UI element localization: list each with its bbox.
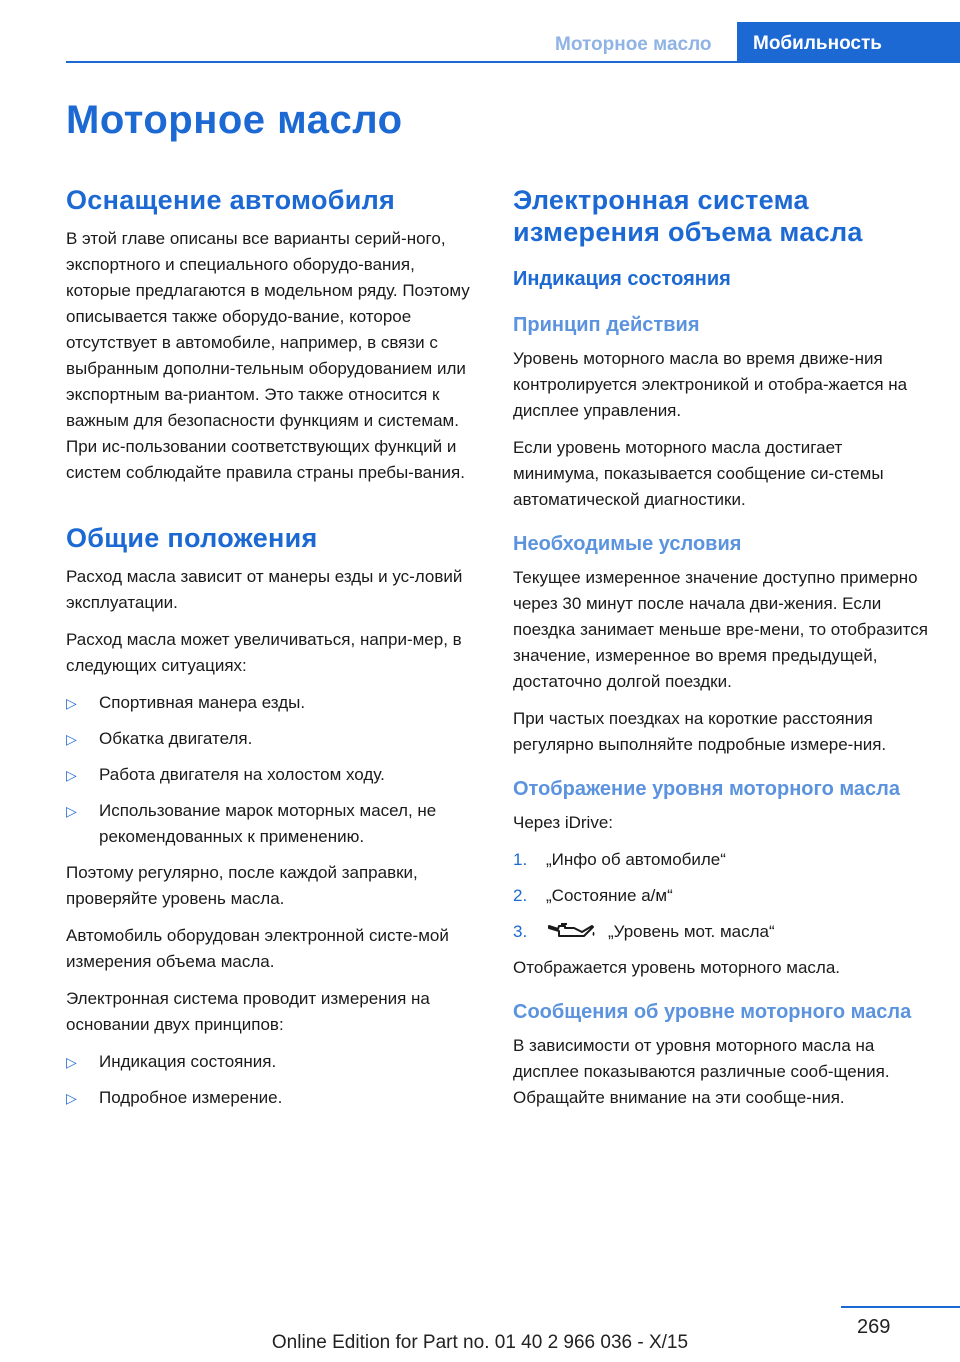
paragraph-increase: Расход масла может увеличиваться, напри-мер, в следующих ситуациях: xyxy=(66,630,462,675)
paragraph-level-shown: Отображается уровень моторного масла. xyxy=(513,958,841,977)
heading-equipment: Оснащение автомобиля xyxy=(66,185,396,215)
list-item: 1. „Инфо об автомобиле“ xyxy=(513,850,726,869)
heading-general: Общие положения xyxy=(66,523,318,553)
triangle-right-icon: ▷ xyxy=(66,803,77,819)
list-item: ▷ Спортивная манера езды. xyxy=(66,690,476,716)
triangle-right-icon: ▷ xyxy=(66,767,77,783)
list-item: ▷ Индикация состояния. xyxy=(66,1049,476,1075)
paragraph-equipment: В этой главе описаны все варианты серий-ного, экспортного и специального оборудо-вания, которые предлагаются в модельном ряду. Поэтому описывается также оборудо-вание, которое отсутствует в автомобиле, например, в связи с выбранным дополни-тельным оборудованием или экспортным ва-риантом. Это также относится к важным для безопасности функциям и системам. При ис-пользовании соответствующих функций и систем соблюдайте правила страны пребы-вания. xyxy=(66,229,470,482)
paragraph-equipped: Автомобиль оборудован электронной систе-мой измерения объема масла. xyxy=(66,926,449,971)
header-rule xyxy=(66,61,960,63)
heading-electronic-system: Электронная система измерения объема масла xyxy=(513,185,863,247)
situations-list xyxy=(66,690,476,850)
paragraph-check: Поэтому регулярно, после каждой заправки, проверяйте уровень масла. xyxy=(66,863,418,908)
list-item: ▷ Подробное измерение. xyxy=(66,1085,476,1111)
paragraph-idrive: Через iDrive: xyxy=(513,813,614,832)
right-column xyxy=(513,184,933,1122)
list-item: ▷ Работа двигателя на холостом ходу. xyxy=(66,762,476,788)
principles-list xyxy=(66,1049,476,1111)
paragraph-consumption: Расход масла зависит от манеры езды и ус-ловий эксплуатации. xyxy=(66,567,463,612)
triangle-right-icon: ▷ xyxy=(66,1054,77,1070)
paragraph-principles: Электронная система проводит измерения на основании двух принципов: xyxy=(66,989,430,1034)
triangle-right-icon: ▷ xyxy=(66,731,77,747)
heading-status-indication: Индикация состояния xyxy=(513,268,731,290)
page-title: Моторное масло xyxy=(66,98,403,142)
triangle-right-icon: ▷ xyxy=(66,695,77,711)
list-item: 3. „Уровень мот. масла“ xyxy=(513,922,775,941)
list-item: ▷ Использование марок моторных масел, не рекомендованных к применению. xyxy=(66,798,476,850)
triangle-right-icon: ▷ xyxy=(66,1090,77,1106)
oil-can-icon xyxy=(546,921,596,939)
heading-conditions: Необходимые условия xyxy=(513,533,742,555)
list-item: 2. „Состояние а/м“ xyxy=(513,886,673,905)
paragraph-messages: В зависимости от уровня моторного масла на дисплее показываются различные сооб-щения. Обращайте внимание на эти сообще-ния. xyxy=(513,1036,890,1107)
left-column xyxy=(66,184,476,1121)
page-number-rule xyxy=(841,1306,960,1308)
paragraph-principle-2: Если уровень моторного масла достигает минимума, показывается сообщение си-стемы автоматической диагностики. xyxy=(513,438,884,509)
heading-messages: Сообщения об уровне моторного масла xyxy=(513,1001,912,1023)
idrive-steps-list xyxy=(513,847,933,945)
paragraph-conditions-2: При частых поездках на короткие расстояния регулярно выполняйте подробные измере-ния. xyxy=(513,709,887,754)
footer-edition: Online Edition for Part no. 01 40 2 966 036 - X/15 xyxy=(271,1332,689,1353)
page-number: 269 xyxy=(857,1316,891,1338)
header-chapter-tab: Мобильность xyxy=(737,22,960,63)
heading-display-level: Отображение уровня моторного масла xyxy=(513,778,900,800)
paragraph-principle-1: Уровень моторного масла во время движе-ния контролируется электроникой и отобра-жается на дисплее управления. xyxy=(513,349,908,420)
header-section-title: Моторное масло xyxy=(555,34,712,55)
heading-principle: Принцип действия xyxy=(513,314,700,336)
paragraph-conditions-1: Текущее измеренное значение доступно примерно через 30 минут после начала дви-жения. Если поездка занимает меньше вре-мени, то отобразится значение, измеренное во время предыдущей, достаточно долгой поездки. xyxy=(513,568,928,691)
list-item: ▷ Обкатка двигателя. xyxy=(66,726,476,752)
